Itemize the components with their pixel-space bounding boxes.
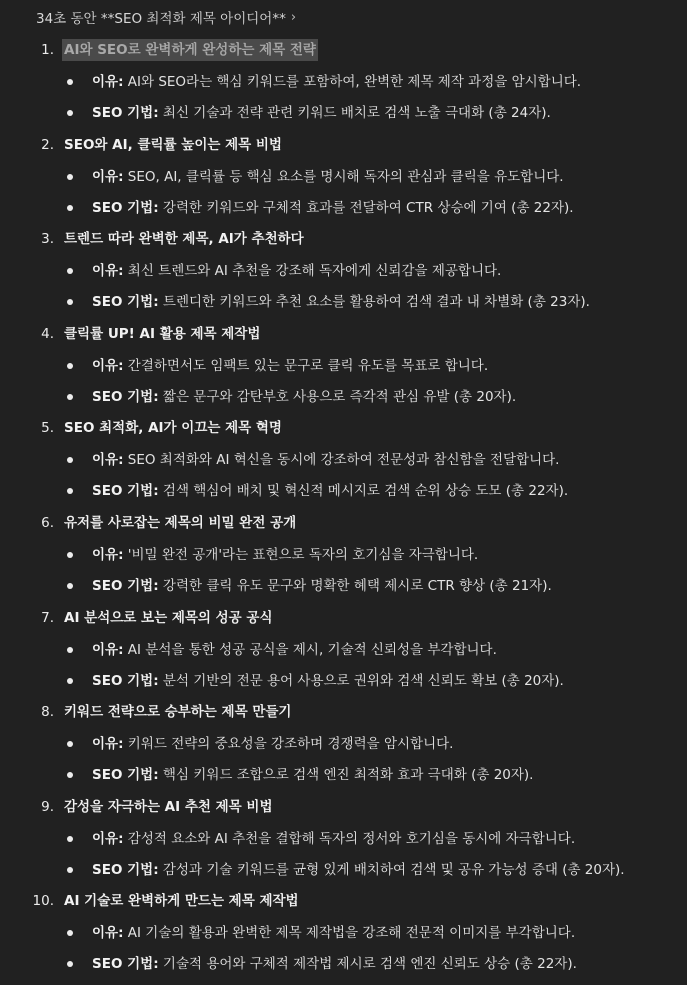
reason-body: 감성적 요소와 AI 추천을 결합해 독자의 정서와 호기심을 동시에 자극합니다. [123,830,576,847]
seo-body: 트렌디한 키워드와 추천 요소를 활용하여 검색 결과 내 차별화 (총 23자). [158,294,590,311]
seo-text [92,953,577,975]
reason-label: 이유: [92,736,124,753]
seo-body: 짧은 문구와 감탄부호 사용으로 즉각적 관심 유발 (총 20자). [158,388,517,405]
seo-body: 핵심 키워드 조합으로 검색 엔진 최적화 효과 극대화 (총 20자). [158,767,534,784]
seo-label: SEO 기법: [92,861,159,878]
seo-label: SEO 기법: [92,199,159,216]
reason-body: AI 분석을 통한 성공 공식을 제시, 기술적 신뢰성을 부각합니다. [123,641,497,658]
bullet-dot-icon [67,79,73,85]
seo-body: 강력한 클릭 유도 문구와 명확한 혜택 제시로 CTR 향상 (총 21자). [158,578,552,594]
seo-body: 강력한 키워드와 구체적 효과를 전달하여 CTR 상승에 기여 (총 22자). [158,199,574,216]
seo-label: SEO 기법: [92,388,159,405]
seo-label: SEO 기법: [92,105,159,121]
item-number: 5. [41,420,54,437]
item-number: 1. [41,42,54,58]
seo-body: 최신 기술과 전략 관련 키워드 배치로 검색 노출 극대화 (총 24자). [158,105,551,121]
bullet-dot-icon [67,961,73,967]
reason-bullet [0,828,687,850]
seo-bullet [0,764,687,786]
reason-bullet [0,733,687,755]
bullet-dot-icon [67,457,73,463]
reason-body: 키워드 전략의 중요성을 강조하며 경쟁력을 암시합니다. [123,736,454,753]
item-title: 유저를 사로잡는 제목의 비밀 완전 공개 [64,515,297,531]
item-number: 2. [41,136,54,153]
bullet-dot-icon [67,205,73,211]
seo-bullet [0,197,687,219]
seo-body: 감성과 기술 키워드를 균형 있게 배치하여 검색 및 공유 가능성 증대 (총 20자). [158,861,625,878]
seo-text [92,480,568,502]
item-number: 6. [41,515,54,531]
bullet-dot-icon [67,741,73,747]
seo-body: 검색 핵심어 배치 및 혁신적 메시지로 검색 순위 상승 도모 (총 22자). [158,483,569,500]
bullet-dot-icon [67,930,73,936]
bullet-dot-icon [67,678,73,684]
reason-label: 이유: [92,830,124,847]
bullet-dot-icon [67,488,73,494]
reason-text [92,449,559,471]
item-title: 키워드 전략으로 승부하는 제목 만들기 [64,704,292,721]
bullet-dot-icon [67,583,73,589]
item-title: AI 분석으로 보는 제목의 성공 공식 [64,609,273,626]
bullet-dot-icon [67,363,73,369]
seo-text [92,386,516,408]
reason-text [92,544,478,566]
seo-text [92,764,533,786]
bullet-dot-icon [67,110,73,116]
reason-body: 간결하면서도 임팩트 있는 문구로 클릭 유도를 목표로 합니다. [123,357,489,374]
reason-body: 최신 트렌드와 AI 추천을 강조해 독자에게 신뢰감을 제공합니다. [123,263,502,280]
reason-body: AI와 SEO라는 핵심 키워드를 포함하여, 완벽한 제목 제작 과정을 암시합니다. [123,74,582,90]
seo-bullet [0,859,687,881]
seo-text [92,102,551,124]
item-title: AI 기술로 완벽하게 만드는 제목 제작법 [64,893,299,910]
chevron-right-icon: › [290,9,297,25]
item-title[interactable]: AI와 SEO로 완벽하게 완성하는 제목 전략 [62,39,318,61]
item-number: 7. [41,609,54,626]
seo-label: SEO 기법: [92,956,159,973]
reason-text [92,639,497,661]
item-title: SEO 최적화, AI가 이끄는 제목 혁명 [64,420,282,437]
seo-bullet [0,953,687,975]
thinking-duration-label: 34초 동안 **SEO 최적화 제목 아이디어** [36,11,286,27]
seo-label: SEO 기법: [92,294,159,311]
reason-label: 이유: [92,641,124,658]
bullet-dot-icon [67,867,73,873]
reason-text [92,260,501,282]
reason-text [92,922,575,944]
item-title: SEO와 AI, 클릭률 높이는 제목 비법 [64,136,282,153]
seo-bullet [0,480,687,502]
reason-bullet [0,639,687,661]
bullet-dot-icon [67,772,73,778]
reason-text [92,71,581,93]
reason-label: 이유: [92,263,124,280]
reason-text [92,166,564,188]
seo-label: SEO 기법: [92,483,159,500]
seo-text [92,670,564,692]
item-number: 10. [32,893,54,910]
item-title: 감성을 자극하는 AI 추천 제목 비법 [64,798,273,815]
reason-bullet [0,166,687,188]
thinking-duration-toggle[interactable] [36,6,296,28]
seo-text [92,197,574,219]
reason-bullet [0,922,687,944]
bullet-dot-icon [67,647,73,653]
reason-label: 이유: [92,547,124,563]
reason-text [92,733,453,755]
reason-body: AI 기술의 활용과 완벽한 제목 제작법을 강조해 전문적 이미지를 부각합니다. [123,925,576,942]
seo-bullet [0,386,687,408]
seo-text [92,291,590,313]
reason-label: 이유: [92,74,124,90]
reason-bullet [0,260,687,282]
seo-bullet [0,102,687,124]
item-title: 클릭률 UP! AI 활용 제목 제작법 [64,325,261,342]
seo-bullet [0,670,687,692]
seo-text [92,859,625,881]
item-number: 3. [41,231,54,248]
seo-text [92,575,552,597]
reason-label: 이유: [92,925,124,942]
seo-label: SEO 기법: [92,767,159,784]
bullet-dot-icon [67,394,73,400]
seo-bullet [0,291,687,313]
reason-label: 이유: [92,357,124,374]
reason-text [92,355,488,377]
seo-label: SEO 기법: [92,672,159,689]
bullet-dot-icon [67,299,73,305]
seo-body: 분석 기반의 전문 용어 사용으로 권위와 검색 신뢰도 확보 (총 20자). [158,672,564,689]
bullet-dot-icon [67,268,73,274]
reason-body: '비밀 완전 공개'라는 표현으로 독자의 호기심을 자극합니다. [123,547,479,563]
item-number: 4. [41,325,54,342]
reason-body: SEO 최적화와 AI 혁신을 동시에 강조하여 전문성과 참신함을 전달합니다. [123,452,560,469]
item-number: 8. [41,704,54,721]
reason-bullet [0,544,687,566]
reason-bullet [0,71,687,93]
reason-body: SEO, AI, 클릭률 등 핵심 요소를 명시해 독자의 관심과 클릭을 유도합니다. [123,168,564,185]
reason-bullet [0,449,687,471]
reason-bullet [0,355,687,377]
bullet-dot-icon [67,174,73,180]
seo-body: 기술적 용어와 구체적 제작법 제시로 검색 엔진 신뢰도 상승 (총 22자). [158,956,577,973]
item-title: 트렌드 따라 완벽한 제목, AI가 추천하다 [64,231,304,248]
reason-label: 이유: [92,168,124,185]
bullet-dot-icon [67,552,73,558]
reason-label: 이유: [92,452,124,469]
seo-label: SEO 기법: [92,578,159,594]
reason-text [92,828,575,850]
item-number: 9. [41,798,54,815]
seo-bullet [0,575,687,597]
bullet-dot-icon [67,836,73,842]
